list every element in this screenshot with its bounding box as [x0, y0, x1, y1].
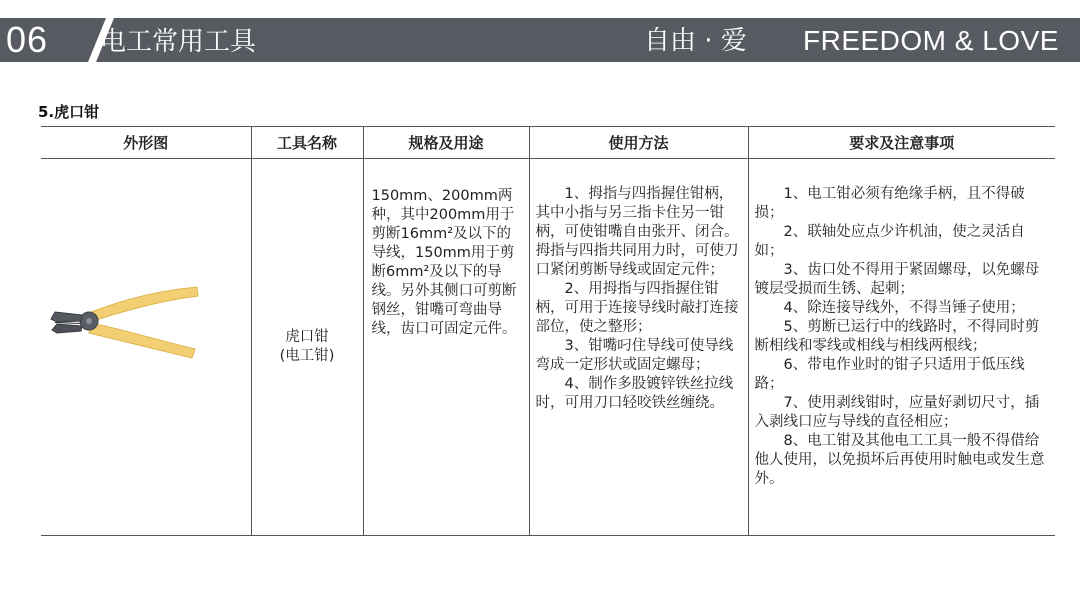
requirements-cell — [748, 159, 1055, 536]
header-title: 电工常用工具 — [100, 27, 257, 57]
requirement-item: 4、除连接导线外，不得当锤子使用； — [783, 300, 1025, 316]
requirement-item: 6、带电作业时的钳子只适用于低压线路； — [754, 357, 1025, 392]
usage-item: 3、钳嘴叼住导线可使导线弯成一定形状或固定螺母； — [535, 338, 734, 373]
requirement-item: 1、电工钳必须有绝缘手柄，且不得破损； — [754, 186, 1025, 221]
usage-item: 2、用拇指与四指握住钳柄，可用于连接导线时敲打连接部位，使之整形； — [535, 281, 739, 335]
tool-image-cell — [41, 159, 251, 536]
requirement-item: 2、联轴处应点少许机油，使之灵活自如； — [754, 224, 1025, 259]
section-title: 5.虎口钳 — [38, 103, 100, 121]
spec-cell — [363, 159, 529, 536]
usage-cell — [529, 159, 748, 536]
header-bar — [0, 18, 1080, 62]
chapter-number: 06 — [6, 19, 49, 60]
requirement-item: 7、使用剥线钳时，应量好剥切尺寸，插入剥线口应与导线的直径相应； — [754, 395, 1040, 430]
table-row — [41, 159, 1055, 536]
usage-item: 4、制作多股镀锌铁丝拉线时，可用刀口轻咬铁丝缠绕。 — [535, 376, 734, 411]
tool-table — [41, 126, 1055, 536]
table-header-row — [41, 127, 1055, 159]
spec-text: 150mm、200mm两种，其中200mm用于剪断16mm²及以下的导线，150mm用于剪断6mm²及以下的导线。另外其侧口可剪断钢丝，钳嘴可弯曲导线，齿口可固定元件。 — [371, 188, 517, 337]
tool-name: 虎口钳 — [285, 329, 329, 345]
column-header-usage: 使用方法 — [529, 127, 748, 159]
column-header-name: 工具名称 — [251, 127, 363, 159]
usage-item: 1、拇指与四指握住钳柄，其中小指与另三指卡住另一钳柄，可使钳嘴自由张开、闭合。拇指与四指共同用力时，可使刀口紧闭剪断导线或固定元件； — [535, 186, 739, 278]
requirement-item: 5、剪断已运行中的线路时，不得同时剪断相线和零线或相线与相线两根线； — [754, 319, 1040, 354]
pliers-icon — [49, 279, 199, 359]
tool-alias: (电工钳) — [279, 348, 335, 364]
requirement-item: 8、电工钳及其他电工工具一般不得借给他人使用，以免损坏后再使用时触电或发生意外。 — [754, 433, 1045, 487]
header-slogan: FREEDOM & LOVE — [803, 25, 1059, 56]
column-header-requirements: 要求及注意事项 — [748, 127, 1055, 159]
requirement-item: 3、齿口处不得用于紧固螺母，以免螺母镀层受损而生锈、起刺； — [754, 262, 1040, 297]
column-header-spec: 规格及用途 — [363, 127, 529, 159]
header-motto: 自由 · 爱 — [644, 26, 747, 56]
column-header-image: 外形图 — [41, 127, 251, 159]
tool-name-cell — [251, 159, 363, 536]
